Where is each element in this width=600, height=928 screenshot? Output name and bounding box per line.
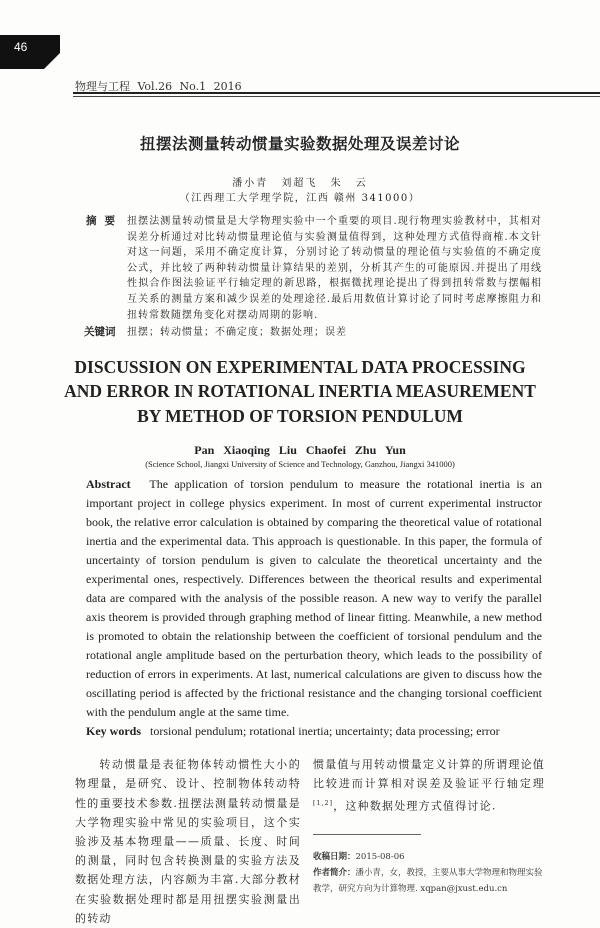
english-keywords-label: Key words: [86, 724, 141, 739]
body-left-text: 转动惯量是表征物体转动惯性大小的物理量，是研究、设计、控制物体转动特性的重要技术参数.扭摆法测量转动惯量是大学物理实验中常见的实验项目，这个实验涉及基本物理量——质量、长度、时间的测量，同时包含转换测量的实验方法及数据处理方法，内容颇为丰富.大部分教材在实验数据处理时都是用扭摆实验测量出的转动: [75, 758, 301, 925]
chinese-abstract: 扭摆法测量转动惯量是大学物理实验中一个重要的项目.现行物理实验教材中，其相对误差分析通过对比转动惯量理论值与实验测量值得到，这种处理方式值得商榷.本文针对这一问题，采用不确定度计算，分别讨论了转动惯量的理论值与实验值的不确定度公式，并比较了两种转动惯量计算结果的差别，分析其产生的可能原因.并提出了用线性拟合作图法验证平行轴定理的新思路，根据微扰理论提出了得到扭转常数与摆幅相互关系的测量方案和减少误差的处理途径.最后用数值计算讨论了同时考虑摩擦阻力和扭转常数随摆角变化对摆动周期的影响.: [127, 216, 542, 321]
page-corner-fold: [44, 53, 60, 69]
english-abstract-label: Abstract: [86, 477, 131, 492]
running-header: 物理与工程 Vol.26 No.1 2016: [75, 80, 242, 93]
footnote-rule: [313, 834, 421, 835]
english-title: DISCUSSION ON EXPERIMENTAL DATA PROCESSING AND ERROR IN ROTATIONAL INERTIA MEASUREMENT BY METHOD OF TORSION PENDULUM: [64, 356, 536, 426]
english-keywords-text: torsional pendulum; rotational inertia; uncertainty; data processing; error: [150, 724, 500, 739]
english-authors: Pan Xiaoqing Liu Chaofei Zhu Yun: [194, 443, 406, 458]
chinese-keywords: 扭摆；转动惯量；不确定度；数据处理；误差: [127, 327, 347, 339]
received-label: 收稿日期：: [313, 851, 356, 862]
header-rule: [73, 92, 600, 94]
chinese-keywords-label: 关键词: [84, 326, 116, 339]
body-right-text: 惯量值与用转动惯量定义计算的所谓理论值比较进而计算相对误差及验证平行轴定理: [313, 758, 545, 791]
chinese-abstract-label: 摘要: [86, 215, 123, 227]
article-content: [0, 134, 600, 928]
author-info-label: 作者简介：: [313, 867, 356, 878]
body-right-text-end: ，这种数据处理方式值得讨论.: [333, 799, 497, 813]
body-columns: [75, 755, 545, 928]
english-abstract: [86, 475, 542, 722]
chinese-abstract-block: [86, 214, 542, 323]
chinese-title: 扭摆法测量转动惯量实验数据处理及误差讨论: [139, 135, 460, 153]
right-column: [313, 755, 545, 928]
page-number: 46: [14, 40, 28, 54]
header-rule-thin: [73, 96, 600, 97]
received-date: 2015-08-06: [355, 851, 405, 862]
english-abstract-text: The application of torsion pendulum to measure the rotational inertia is an important project in college physics experiment. In most of current experimental instructor book, the relative error calculation is obtained by comparing the theoretical value of rotational inertia and the experimental data. This approach is questionable. In this paper, the formula of uncertainty of torsion pendulum is given to calculate the theoretical uncertainty and the experimental ones, respectively. Differences between the theorical results and experimental data are compared with the analysis of the possible reason. A new way to verify the parallel axis theorem is provided through graphing method of linear fitting. Meanwhile, a new method is promoted to obtain the relationship between the coefficient of torsional pendulum and the rotational angle amplitude based on the perturbation theory, which leads to the possibility of reduction of errors in experiments. At last, numerical calculations are given to discuss how the oscillating period is affected by the frictional resistance and the changing torsional coefficient with the pendulum angle at the same time.: [86, 477, 542, 720]
chinese-keywords-block: [84, 325, 542, 341]
body-text-right-column: [313, 755, 545, 815]
chinese-authors: 潘小青 刘超飞 朱 云: [232, 178, 368, 189]
chinese-affiliation: （江西理工大学理学院，江西 赣州 341000）: [179, 193, 421, 204]
body-text-left-column: [75, 755, 301, 928]
english-affiliation: (Science School, Jiangxi University of Science and Technology, Ganzhou, Jiangxi 341000): [145, 459, 455, 470]
footnote: [313, 849, 545, 897]
citation[interactable]: [1,2]: [313, 799, 334, 807]
english-keywords: [86, 722, 542, 741]
author-info: 潘小青，女，教授，主要从事大学物理和物理实验教学，研究方向为计算物理. xqpan@jxust.edu.cn: [313, 867, 543, 894]
